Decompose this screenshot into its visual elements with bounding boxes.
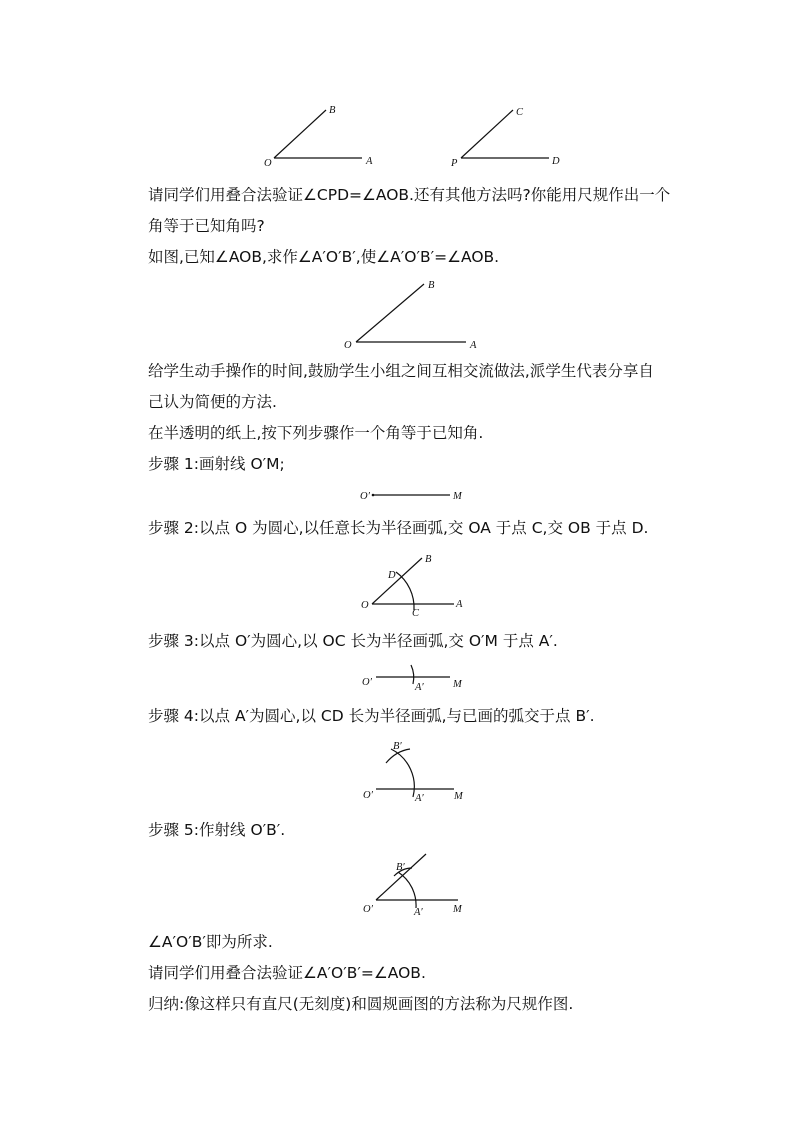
figure-angle-aob [262, 100, 382, 172]
step-2-text: 步骤 2:以点 O 为圆心,以任意长为半径画弧,交 OA 于点 C,交 OB 于点 D. [148, 519, 649, 537]
label-b: B [425, 554, 432, 565]
label-m: M [453, 679, 462, 690]
step-3-text: 步骤 3:以点 O′为圆心,以 OC 长为半径画弧,交 O′M 于点 A′. [148, 632, 558, 650]
label-m: M [453, 491, 462, 502]
label-o-prime: O′ [362, 677, 372, 688]
label-o-prime: O′ [363, 790, 373, 801]
label-b-prime: B′ [396, 862, 405, 873]
step-1-text: 步骤 1:画射线 O′M; [148, 455, 285, 473]
ray-ob [274, 110, 326, 158]
paragraph-2: 如图,已知∠AOB,求作∠A′O′B′,使∠A′O′B′=∠AOB. [148, 248, 500, 266]
label-a-prime: A′ [415, 682, 424, 693]
label-d: D [388, 570, 396, 581]
paragraph-3-line-2: 己认为简便的方法. [148, 393, 277, 411]
figure-step-2 [358, 548, 470, 618]
label-b-prime: B′ [393, 741, 402, 752]
label-a-prime: A′ [414, 907, 423, 918]
label-m: M [453, 904, 462, 915]
ray-ob [356, 284, 424, 342]
label-b: B [428, 280, 435, 291]
figure-angle-cpd [450, 100, 570, 172]
paragraph-1-line-2: 角等于已知角吗? [148, 217, 265, 235]
arc-a-prime [411, 665, 414, 684]
step-5-text: 步骤 5:作射线 O′B′. [148, 821, 286, 839]
figure-step-1 [358, 484, 470, 504]
label-o-prime: O′ [363, 904, 373, 915]
figure-step-4 [358, 737, 470, 807]
label-o: O [264, 158, 272, 169]
ray-o-prime-b-prime [376, 854, 426, 900]
verify-text: 请同学们用叠合法验证∠A′O′B′=∠AOB. [148, 964, 426, 982]
paragraph-4: 在半透明的纸上,按下列步骤作一个角等于已知角. [148, 424, 484, 442]
label-c: C [516, 107, 524, 118]
summary-text: 归纳:像这样只有直尺(无刻度)和圆规画图的方法称为尺规作图. [148, 995, 574, 1013]
label-d: D [552, 156, 560, 167]
label-o-prime: O′ [360, 491, 370, 502]
label-b: B [329, 105, 336, 116]
figure-step-5 [358, 850, 470, 920]
figure-step-3 [358, 662, 470, 692]
label-p: P [451, 158, 458, 169]
label-a: A [366, 156, 373, 167]
paragraph-1-line-1: 请同学们用叠合法验证∠CPD=∠AOB.还有其他方法吗?你能用尺规作出一个 [148, 186, 671, 204]
label-o: O [361, 600, 369, 611]
label-a: A [456, 599, 463, 610]
label-a: A [470, 340, 477, 351]
step-4-text: 步骤 4:以点 A′为圆心,以 CD 长为半径画弧,与已画的弧交于点 B′. [148, 707, 595, 725]
label-c: C [412, 608, 420, 619]
label-a-prime: A′ [415, 793, 424, 804]
ray-ob [372, 558, 422, 604]
figure-given-angle-aob [342, 274, 482, 354]
ray-pc [461, 110, 513, 158]
label-o: O [344, 340, 352, 351]
paragraph-3-line-1: 给学生动手操作的时间,鼓励学生小组之间互相交流做法,派学生代表分享自 [148, 362, 654, 380]
arc-a-prime-b-prime [391, 749, 414, 797]
label-m: M [454, 791, 463, 802]
result-text: ∠A′O′B′即为所求. [148, 933, 273, 951]
